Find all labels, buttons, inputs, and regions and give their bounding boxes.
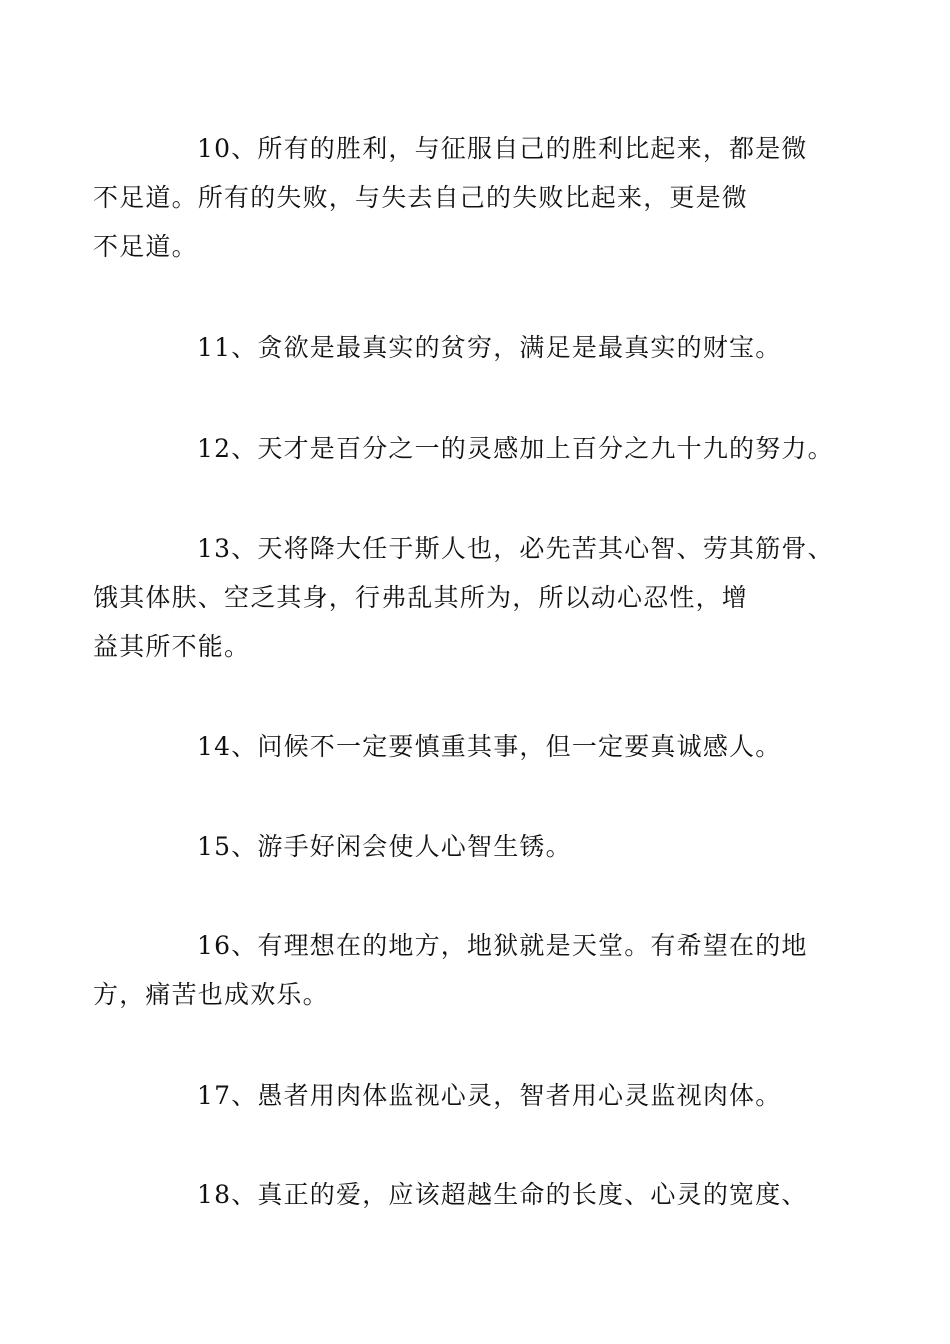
paragraph-line: 益其所不能。 <box>93 632 251 661</box>
paragraph-line: 18、真正的爱，应该超越生命的长度、心灵的宽度、 <box>197 1180 808 1209</box>
paragraph-line: 11、贪欲是最真实的贫穷，满足是最真实的财宝。 <box>197 333 782 362</box>
paragraph-line: 12、天才是百分之一的灵感加上百分之九十九的努力。 <box>197 434 834 463</box>
quote-paragraph-15 <box>145 822 815 871</box>
quote-paragraph-10 <box>93 124 815 271</box>
paragraph-line: 不足道。所有的失败，与失去自己的失败比起来，更是微 <box>93 183 749 212</box>
paragraph-line: 13、天将降大任于斯人也，必先苦其心智、劳其筋骨、 <box>197 534 834 563</box>
paragraph-line: 不足道。 <box>93 232 198 261</box>
quote-paragraph-18 <box>145 1170 815 1219</box>
paragraph-line: 饿其体肤、空乏其身，行弗乱其所为，所以动心忍性，增 <box>93 583 749 612</box>
paragraph-line: 15、游手好闲会使人心智生锈。 <box>197 832 572 861</box>
quote-paragraph-12 <box>145 424 834 473</box>
paragraph-line: 14、问候不一定要慎重其事，但一定要真诚感人。 <box>197 732 782 761</box>
quote-paragraph-16 <box>93 921 815 1019</box>
paragraph-line: 17、愚者用肉体监视心灵，智者用心灵监视肉体。 <box>197 1081 782 1110</box>
quote-paragraph-17 <box>145 1071 815 1120</box>
paragraph-line: 10、所有的胜利，与征服自己的胜利比起来，都是微 <box>197 134 808 163</box>
quote-paragraph-13 <box>93 524 834 671</box>
paragraph-line: 方，痛苦也成欢乐。 <box>93 980 329 1009</box>
quote-paragraph-14 <box>145 722 815 771</box>
quote-paragraph-11 <box>145 323 815 372</box>
paragraph-line: 16、有理想在的地方，地狱就是天堂。有希望在的地 <box>197 931 808 960</box>
